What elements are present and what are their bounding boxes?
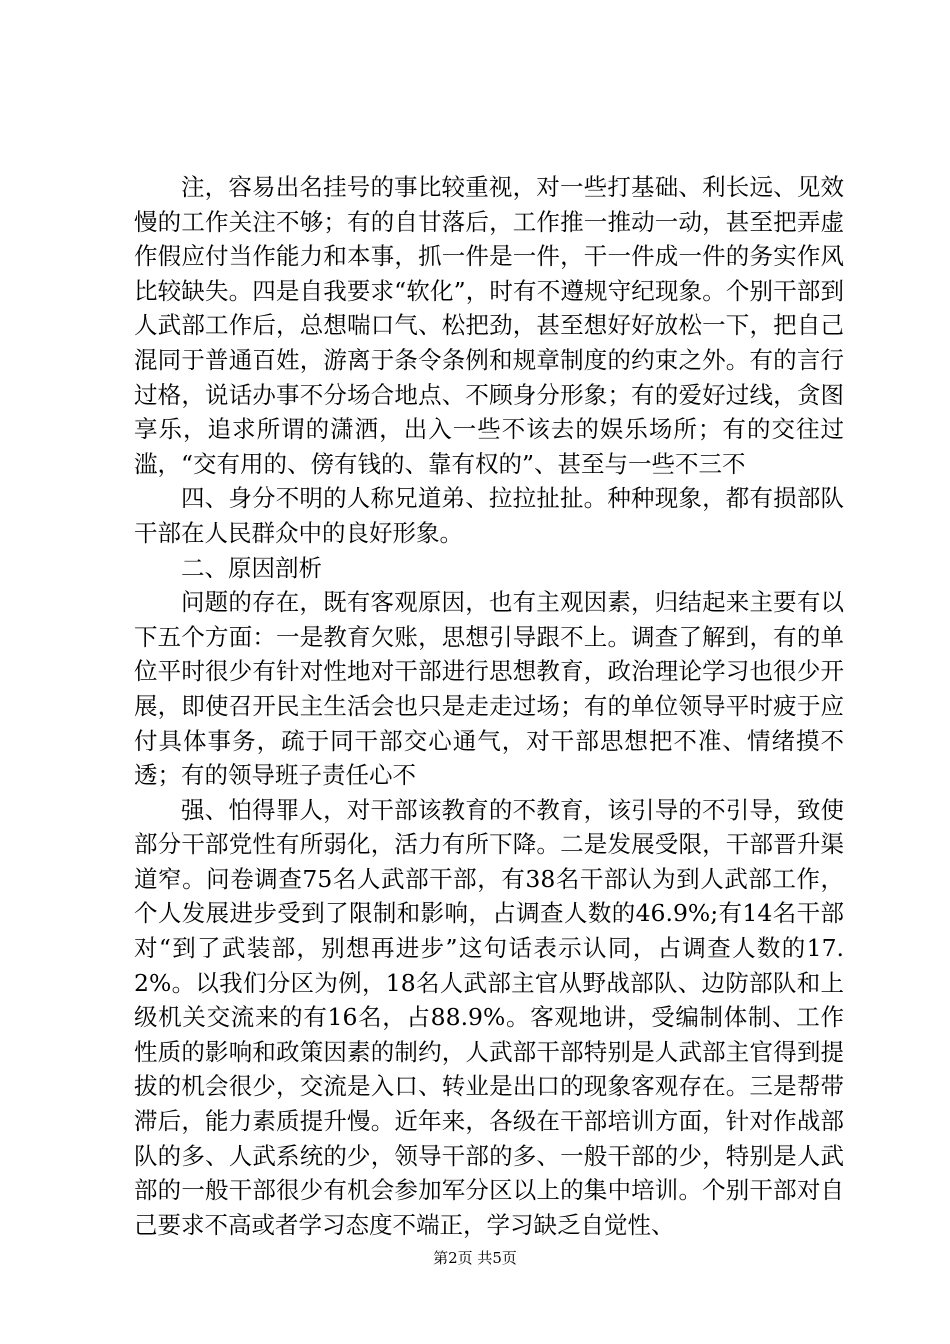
page-footer: 第2页 共5页 xyxy=(433,1249,517,1267)
paragraph-cause-details: 强、怕得罪人，对干部该教育的不教育，该引导的不引导，致使部分干部党性有所弱化，活力有所下降。二是发展受限，干部晋升渠道窄。问卷调查75名人武部干部，有38名干部认为到人武部工作，个人发展进步受到了限制和影响，占调查人数的46.9%;有14名干部对“到了武装部，别想再进步”这句话表示认同，占调查人数的17.2%。以我们分区为例，18名人武部主官从野战部队、边防部队和上级机关交流来的有16名，占88.9%。客观地讲，受编制体制、工作性质的影响和政策因素的制约，人武部干部特别是人武部主官得到提拔的机会很少，交流是入口、转业是出口的现象客观存在。三是帮带滞后，能力素质提升慢。近年来，各级在干部培训方面，针对作战部队的多、人武系统的少，领导干部的多、一般干部的少，特别是人武部的一般干部很少有机会参加军分区以上的集中培训。个别干部对自己要求不高或者学习态度不端正，学习缺乏自觉性、 xyxy=(134,795,844,1239)
section-heading: 二、原因剖析 xyxy=(181,553,322,582)
paragraph-item-four: 四、身分不明的人称兄道弟、拉拉扯扯。种种现象，都有损部队干部在人民群众中的良好形象。 xyxy=(134,484,844,547)
paragraph-cause-analysis: 问题的存在，既有客观原因，也有主观因素，归结起来主要有以下五个方面：一是教育欠账，思想引导跟不上。调查了解到，有的单位平时很少有针对性地对干部进行思想教育，政治理论学习也很少开展，即使召开民主生活会也只是走走过场；有的单位领导平时疲于应付具体事务，疏于同干部交心通气，对干部思想把不准、情绪摸不透；有的领导班子责任心不 xyxy=(134,588,844,790)
paragraph-continuation: 注，容易出名挂号的事比较重视，对一些打基础、利长远、见效慢的工作关注不够；有的自甘落后，工作推一推动一动，甚至把弄虚作假应付当作能力和本事，抓一件是一件，干一件成一件的务实作风比较缺失。四是自我要求“软化”，时有不遵规守纪现象。个别干部到人武部工作后，总想喘口气、松把劲，甚至想好好放松一下，把自己混同于普通百姓，游离于条令条例和规章制度的约束之外。有的言行过格，说话办事不分场合地点、不顾身分形象；有的爱好过线，贪图享乐，追求所谓的潇洒，出入一些不该去的娱乐场所；有的交往过滥，“交有用的、傍有钱的、靠有权的”、甚至与一些不三不 xyxy=(134,173,844,478)
document-body xyxy=(134,170,844,1242)
